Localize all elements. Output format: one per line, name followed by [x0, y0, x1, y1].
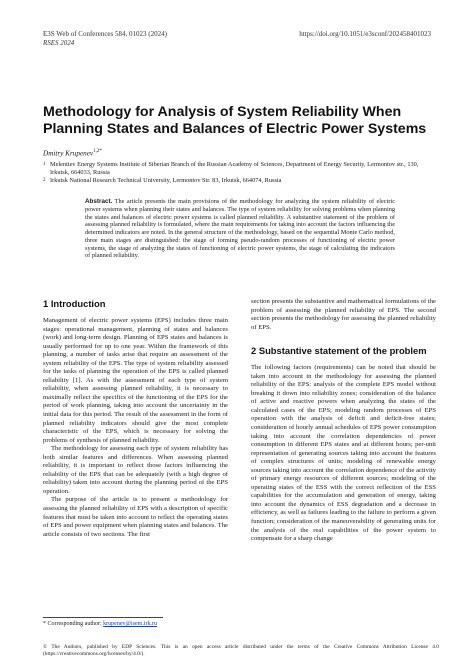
paragraph: Management of electric power systems (EPS) includes three main stages: operational management, planning of states and balances (work) and long-term design. Planning of EPS states and balances is usually performed for up to one year. Within the framework of this planning, a number of tasks arise that require an assessment of the system reliability of the EPS. The type of system reliability assessed for the tasks of planning the operation of the EPS is called planned reliability [1]. As with the assessment of each type of system reliability, when assessing planned reliability, it is necessary to maximally reflect the specifics of the functioning of the EPS for the period of work planning, taking into account the uncertainty in the initial data for this period. The result of the assessment in the form of planned reliability indicators should give the most complete characteristic of the EPS, which is necessary for solving the problems of synthesis of planned reliability.	[43, 317, 228, 444]
affiliation-text: Irkutsk National Research Technical University, Lermontov Str. 83, Irkutsk, 664074, Russia	[50, 177, 282, 185]
abstract-text: The article presents the main provisions of the methodology for analyzing the system reliability of electric power systems when planning their states and balances. The type of system reliability for solving problems when planning the states and balances of electric power systems is called planned reliability. A substantive statement of the problem of assessing planned reliability is formulated, where the main requirements for taking into account the factors influencing the determined indicators are noted. In the general structure of the methodology, based on the sequential Monte Carlo method, three main stages are distinguished: the stage of forming pseudo-random processes of functioning of electric power systems, the stage of analyzing the states of functioning of electric power systems, the stage of calculating the indicators of planned reliability.	[85, 198, 395, 260]
abstract	[85, 198, 395, 260]
author-email-link[interactable]: krupenev@isem.irk.ru	[103, 621, 158, 627]
section-heading-introduction: 1 Introduction	[43, 298, 106, 309]
affiliation-2	[43, 177, 423, 185]
affiliations	[43, 161, 423, 186]
affiliation-number: 2	[43, 178, 46, 184]
paragraph: The following factors (requirements) can be noted that should be taken into account in the methodology for assessing the planned reliability of the EPS: analysis of the complete EPS model without breaking it down into reliability zones; consideration of the balance of active and reactive powers when analyzing the states of the calculated cases of the EPS; modeling random processes of EPS operation with the analysis of deficit and deficit-free states; consideration of hourly annual schedules of EPS power consumption taking into account the correlation dependencies of power consumption in different EPS states and at different hours; per-unit representation of generating sources taking into account the features of complex structures of units; modeling of renewable energy sources taking into account the correlation dependence of the activity of primary energy resources of different sources; modeling of the operating states of the ESS with the correct reflection of the ESS capabilities for the accumulation and generation of energy, taking into account the dynamics of ESS degradation and a decrease in efficiency, as well as failures leading to the failure to perform a given function; consideration of the maneuverability of generating units for the analysis of the real capabilities of the power system to compensate for a sharp change	[251, 364, 436, 543]
running-header-left	[43, 30, 167, 48]
paragraph: The methodology for assessing each type of system reliability has both similar features and differences. When assessing planned reliability, it is important to reflect those factors influencing the reliability of the EPS that can be adequately (with a high degree of reliability) taken into account during the planning period of the EPS operation.	[43, 445, 228, 495]
paragraph: section presents the substantive and mathematical formulations of the problem of assessing the planned reliability of EPS. The second section presents the methodology for assessing the planned reliability of EPS.	[251, 298, 436, 331]
license-notice: © The Authors, published by EDP Sciences. This is an open access article distributed under the terms of the Creative Commons Attribution License 4.0 (https://creativecommons.org/licenses/by/4.0/).	[43, 644, 439, 657]
right-column	[251, 298, 436, 544]
author-affiliation-marks: 1,2*	[93, 149, 102, 154]
author-line	[43, 149, 102, 157]
abstract-label: Abstract.	[85, 198, 113, 205]
corresponding-author-footnote	[43, 621, 157, 628]
journal-citation: E3S Web of Conferences 584, 01023 (2024)	[43, 30, 167, 38]
footnote-divider	[43, 617, 163, 618]
paper-title: Methodology for Analysis of System Reliability When Planning States and Balances of Electric Power Systems	[43, 104, 427, 137]
paragraph: The purpose of the article is to present a methodology for assessing the planned reliability of EPS with a description of specific features that must be taken into account to reflect the operating states of EPS and power equipment when planning states and balances. The article consists of two sections. The first	[43, 496, 228, 538]
conference-name: RSES 2024	[43, 39, 75, 47]
affiliation-number: 1	[43, 162, 46, 167]
footnote-label: * Corresponding author:	[43, 621, 104, 627]
doi-link[interactable]: https://doi.org/10.1051/e3sconf/202458401023	[299, 30, 431, 38]
author-name: Dmitry Krupenev	[43, 149, 94, 158]
left-column	[43, 298, 228, 539]
affiliation-1	[43, 161, 423, 177]
section-heading-problem-statement: 2 Substantive statement of the problem	[251, 345, 427, 357]
affiliation-text: Melentiev Energy Systems Institute of Siberian Branch of the Russian Academy of Sciences, Department of Energy Security, Lermontov str., 130, Irkutsk, 664033, Russia	[50, 161, 419, 177]
